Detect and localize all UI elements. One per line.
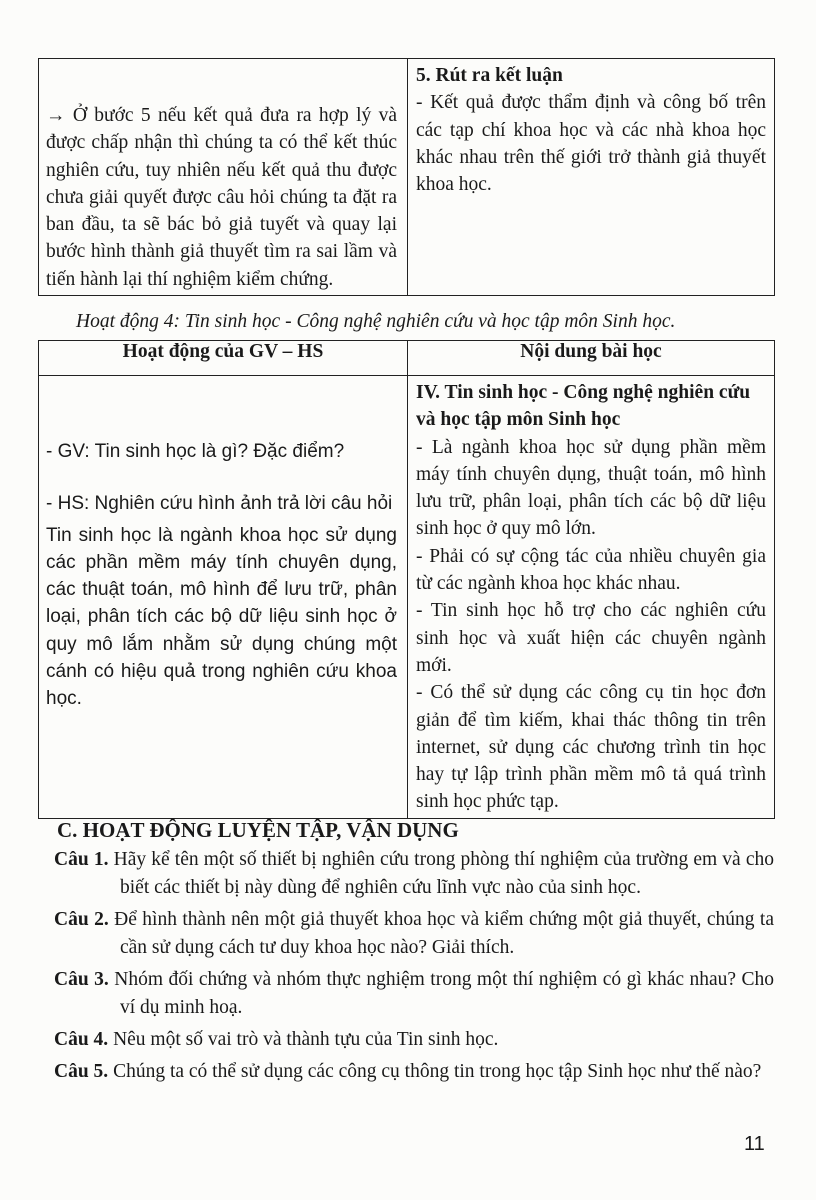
content-item: - Là ngành khoa học sử dụng phần mềm máy tính chuyên dụng, thuật toán, mô hình lưu trữ, phân loại, phân tích các bộ dữ liệu sinh học ở quy mô lớn. [416, 436, 766, 540]
question-item [54, 1058, 774, 1086]
teacher-question: - GV: Tin sinh học là gì? Đặc điểm? [46, 441, 345, 462]
question-label: Câu 1. [54, 849, 109, 870]
question-item [54, 966, 774, 1022]
content-item: - Phải có sự cộng tác của nhiều chuyên gia từ các ngành khoa học khác nhau. [416, 545, 766, 595]
conclusion-heading: 5. Rút ra kết luận [416, 65, 563, 86]
question-text: Nhóm đối chứng và nhóm thực nghiệm trong một thí nghiệm có gì khác nhau? Cho ví dụ minh hoạ. [114, 969, 774, 1018]
question-label: Câu 4. [54, 1029, 109, 1050]
question-item [54, 1026, 774, 1054]
content-item: - Có thể sử dụng các công cụ tin học đơn giản để tìm kiếm, khai thác thông tin trên internet, sử dụng các chương trình tin học hay tự lập trình phần mềm mô tả quá trình sinh học phức tạp. [416, 682, 766, 813]
student-task: - HS: Nghiên cứu hình ảnh trả lời câu hỏi [46, 493, 393, 515]
question-text: Chúng ta có thể sử dụng các công cụ thông tin trong học tập Sinh học như thế nào? [113, 1061, 762, 1082]
question-label: Câu 5. [54, 1061, 109, 1082]
section-c-title: C. HOẠT ĐỘNG LUYỆN TẬP, VẬN DỤNG [57, 818, 459, 842]
page-number: 11 [744, 1133, 765, 1155]
steps-table-left-cell [39, 59, 408, 296]
question-text: Nêu một số vai trò và thành tựu của Tin sinh học. [113, 1029, 499, 1050]
question-item [54, 906, 774, 962]
steps-table-right-cell [408, 59, 775, 296]
question-label: Câu 2. [54, 909, 109, 930]
activity4-caption: Hoạt động 4: Tin sinh học - Công nghệ nghiên cứu và học tập môn Sinh học. [76, 311, 676, 332]
question-item [54, 846, 774, 902]
question-text: Để hình thành nên một giả thuyết khoa học và kiểm chứng một giả thuyết, chúng ta cần sử dụng cách tư duy khoa học nào? Giải thích. [114, 909, 774, 958]
section-iv-heading: IV. Tin sinh học - Công nghệ nghiên cứu và học tập môn Sinh học [416, 382, 751, 431]
conclusion-text: - Kết quả được thẩm định và công bố trên các tạp chí khoa học và các nhà khoa học khác nhau trên thế giới trở thành giả thuyết khoa học. [416, 92, 766, 196]
activity4-left-cell [39, 376, 408, 819]
content-item: - Tin sinh học hỗ trợ cho các nghiên cứu sinh học và xuất hiện các chuyên ngành mới. [416, 600, 766, 676]
activity4-table [38, 340, 775, 819]
question-list [54, 846, 774, 1090]
student-answer: Tin sinh học là ngành khoa học sử dụng các phần mềm máy tính chuyên dụng, các thuật toán, mô hình để lưu trữ, phân loại, phân tích các bộ dữ liệu sinh học ở quy mô lắm nhằm sử dụng chúng một cánh có hiệu quả trong nghiên cứu khoa học. [46, 524, 397, 710]
header-teacher-student: Hoạt động của GV – HS [39, 341, 408, 376]
step5-explanation: → Ở bước 5 nếu kết quả đưa ra hợp lý và được chấp nhận thì chúng ta có thể kết thúc nghiên cứu, tuy nhiên nếu kết quả thu được chưa giải quyết được câu hỏi chúng ta đặt ra ban đầu, ta sẽ bác bỏ giả tuyết và quay lại bước hình thành giả thuyết tìm ra sai lầm và tiến hành lại thí nghiệm kiểm chứng. [46, 104, 397, 290]
question-text: Hãy kể tên một số thiết bị nghiên cứu trong phòng thí nghiệm của trường em và cho biết các thiết bị này dùng để nghiên cứu lĩnh vực nào của sinh học. [113, 849, 775, 898]
activity4-right-cell [408, 376, 775, 819]
header-lesson-content: Nội dung bài học [408, 341, 775, 376]
question-label: Câu 3. [54, 969, 109, 990]
steps-table [38, 58, 775, 296]
